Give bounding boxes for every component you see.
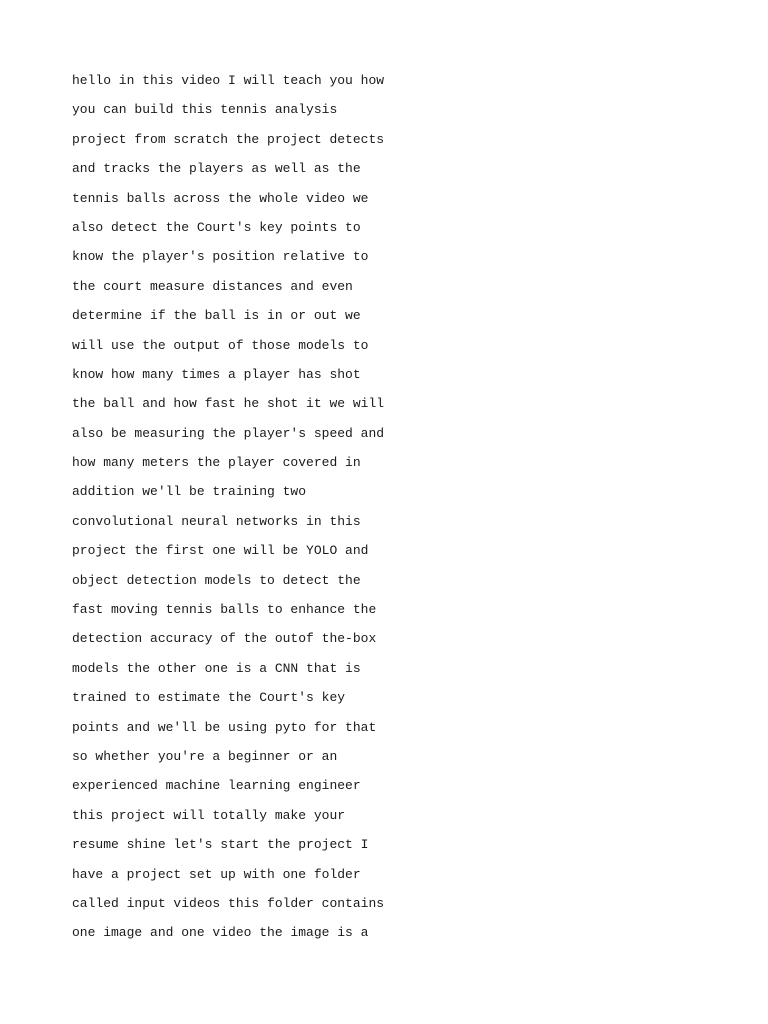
- transcript-line: the court measure distances and even: [72, 278, 353, 294]
- transcript-line: project the first one will be YOLO and: [72, 543, 369, 559]
- transcript-line: object detection models to detect the: [72, 572, 361, 588]
- transcript-line: know the player's position relative to: [72, 249, 369, 265]
- transcript-line: this project will totally make your: [72, 807, 346, 823]
- transcript-line: fast moving tennis balls to enhance the: [72, 602, 377, 618]
- transcript-line: how many meters the player covered in: [72, 455, 361, 471]
- transcript-text: [72, 66, 384, 948]
- transcript-line: addition we'll be training two: [72, 484, 307, 500]
- transcript-line: also be measuring the player's speed and: [72, 425, 385, 441]
- transcript-line: determine if the ball is in or out we: [72, 308, 361, 324]
- transcript-line: experienced machine learning engineer: [72, 778, 361, 794]
- transcript-line: you can build this tennis analysis: [72, 102, 338, 118]
- transcript-line: one image and one video the image is a: [72, 925, 369, 941]
- transcript-line: so whether you're a beginner or an: [72, 748, 338, 764]
- transcript-line: have a project set up with one folder: [72, 866, 361, 882]
- transcript-line: hello in this video I will teach you how: [72, 73, 385, 88]
- transcript-line: will use the output of those models to: [72, 337, 369, 353]
- transcript-line: convolutional neural networks in this: [72, 513, 361, 529]
- transcript-line: also detect the Court's key points to: [72, 219, 361, 235]
- transcript-line: trained to estimate the Court's key: [72, 690, 346, 706]
- transcript-line: points and we'll be using pyto for that: [72, 719, 377, 735]
- transcript-line: know how many times a player has shot: [72, 366, 361, 382]
- transcript-line: tennis balls across the whole video we: [72, 190, 369, 206]
- transcript-line: project from scratch the project detects: [72, 131, 385, 147]
- transcript-line: the ball and how fast he shot it we will: [72, 396, 385, 412]
- transcript-line: and tracks the players as well as the: [72, 161, 361, 177]
- transcript-line: called input videos this folder contains: [72, 895, 385, 911]
- transcript-line: models the other one is a CNN that is: [72, 660, 361, 676]
- transcript-line: resume shine let's start the project I: [72, 837, 369, 853]
- transcript-line: detection accuracy of the outof the-box: [72, 631, 377, 647]
